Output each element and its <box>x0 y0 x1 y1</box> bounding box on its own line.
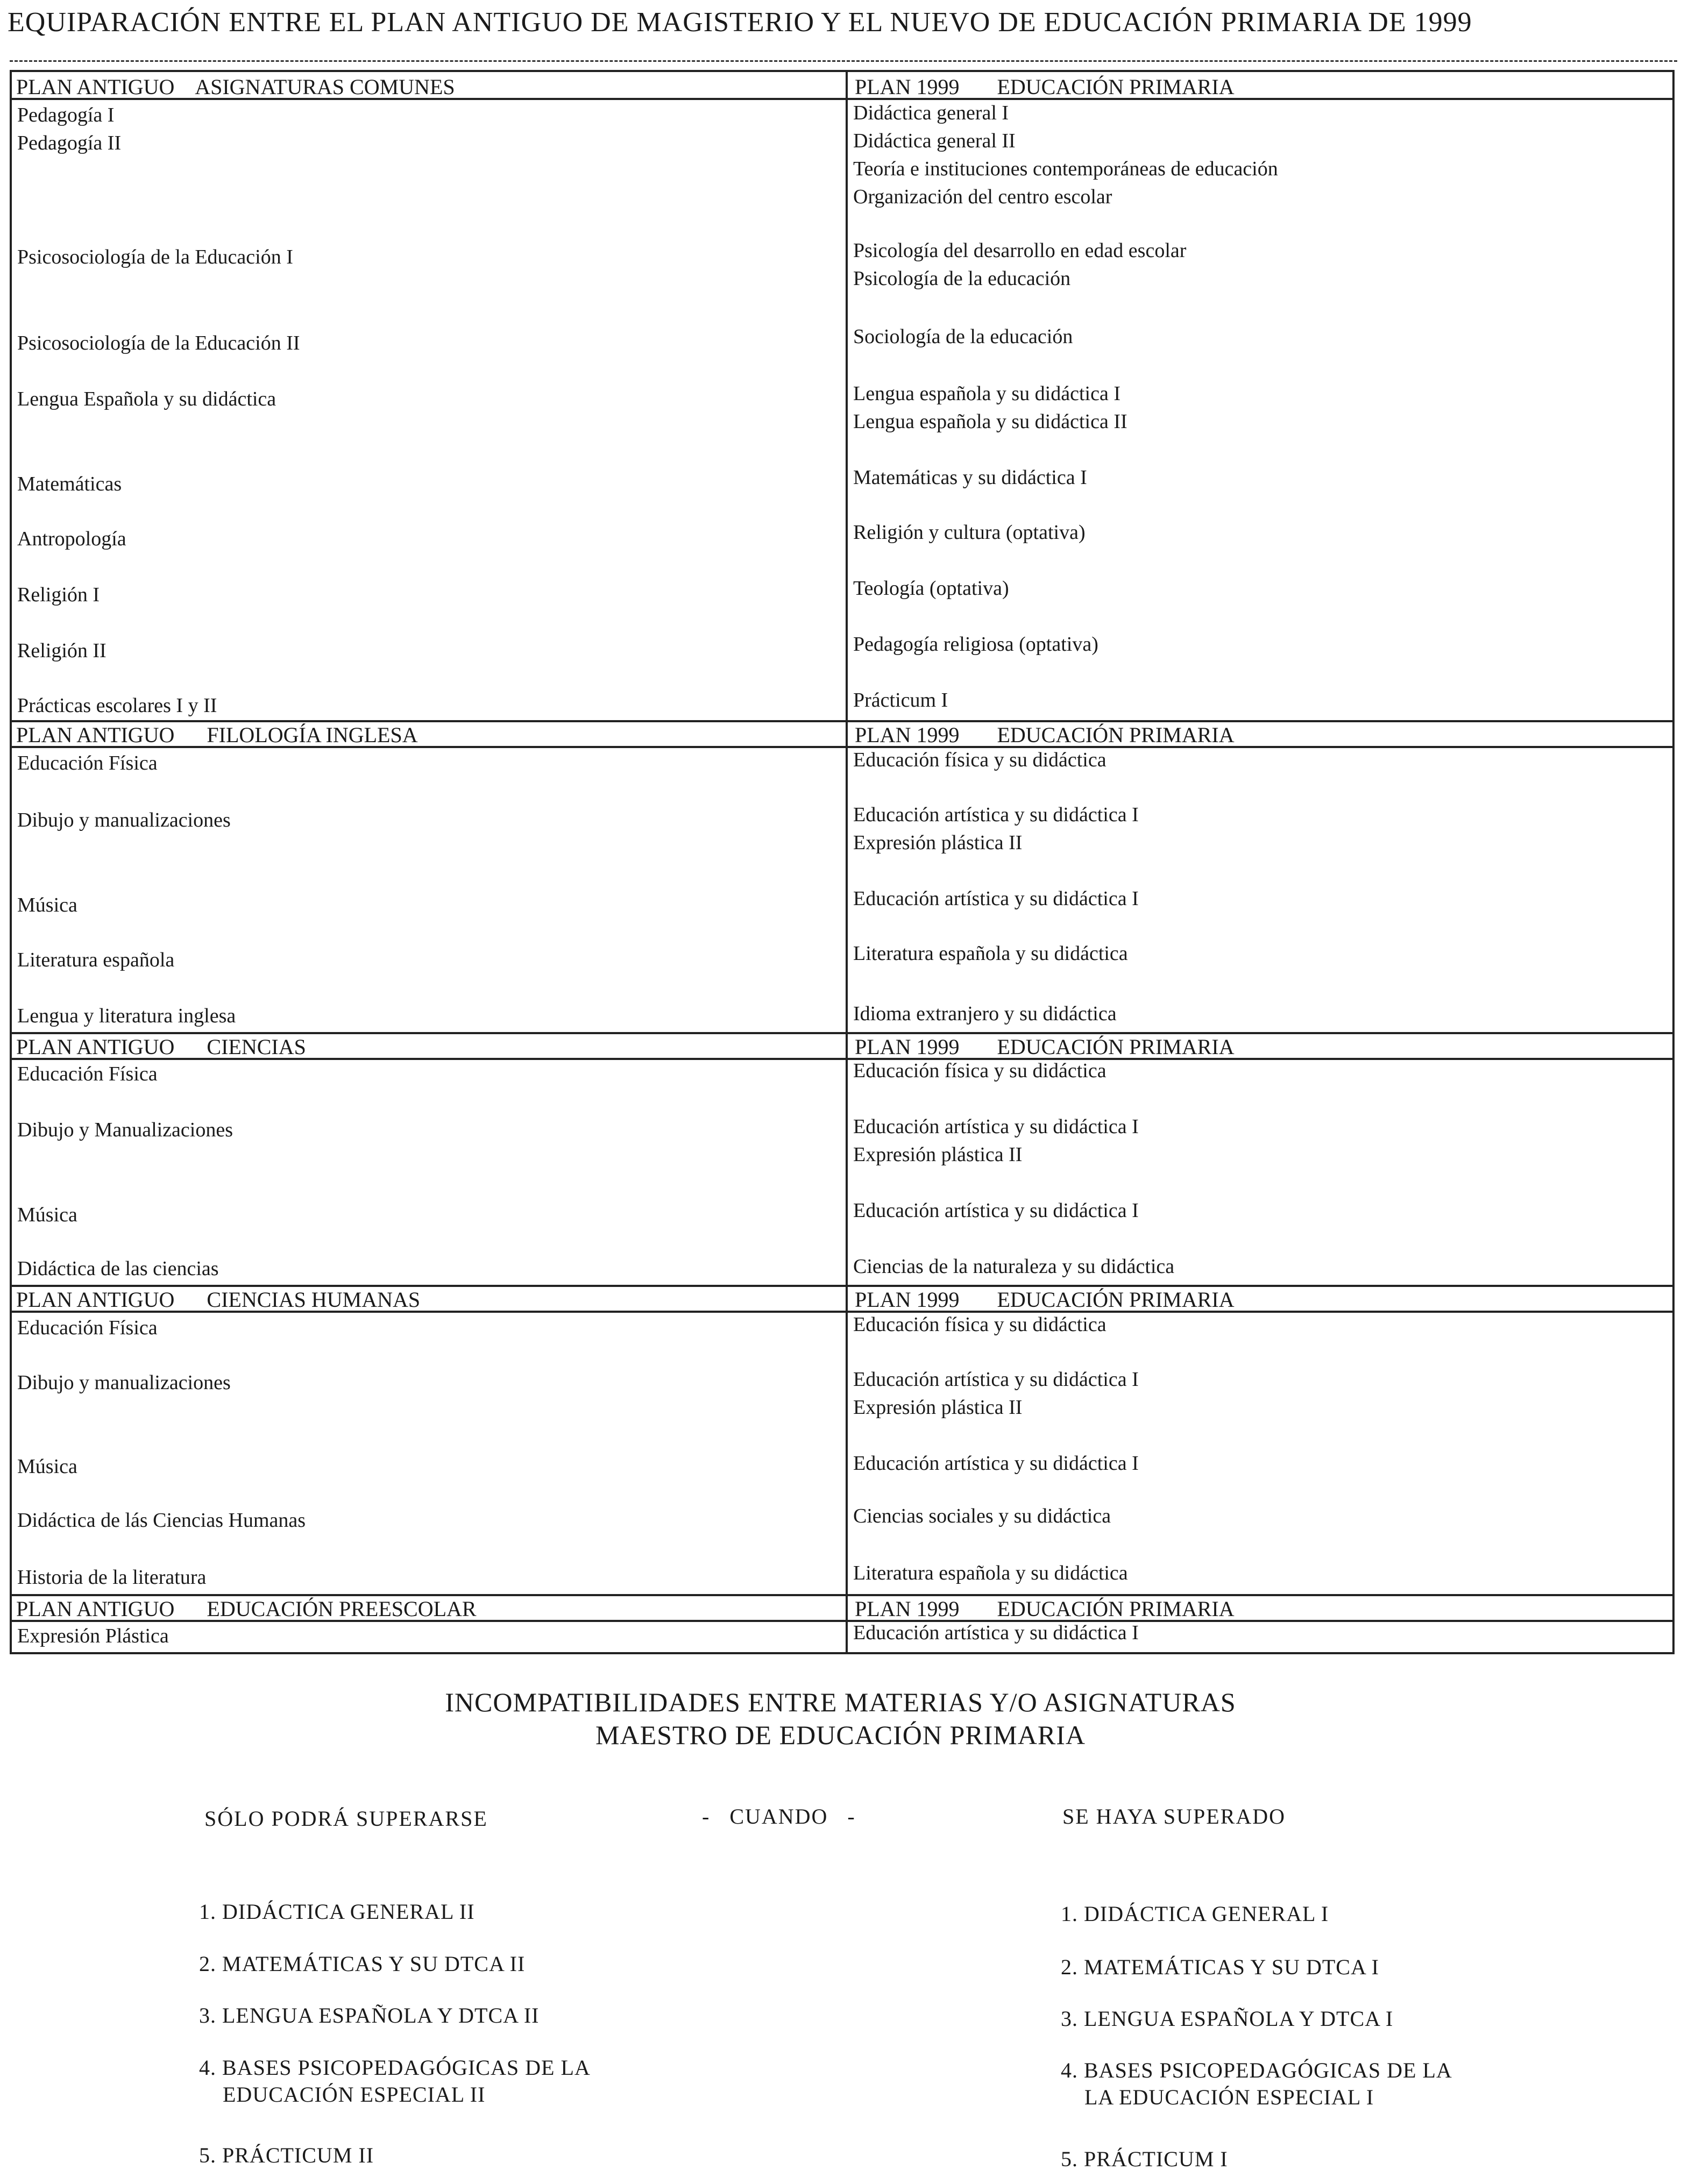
header-plan-antiguo: PLAN ANTIGUO ASIGNATURAS COMUNES <box>16 75 455 99</box>
prerequisite-right-item: 1. DIDÁCTICA GENERAL I <box>1061 1902 1329 1926</box>
old-subject: Dibujo y manualizaciones <box>17 1371 231 1394</box>
new-subject: Expresión plástica II <box>853 831 1023 854</box>
new-subject: Didáctica general I <box>853 102 1009 124</box>
section-asignaturas-comunes <box>12 72 1672 720</box>
header-plan-1999: PLAN 1999 EDUCACIÓN PRIMARIA <box>855 1287 1235 1312</box>
section-header <box>12 720 1672 748</box>
old-subject: Música <box>17 894 77 916</box>
new-subject: Teología (optativa) <box>853 577 1009 600</box>
new-subject: Matemáticas y su didáctica I <box>853 466 1087 489</box>
column-divider <box>846 72 848 720</box>
section-ciencias-humanas <box>12 1285 1672 1594</box>
new-subject: Educación artística y su didáctica I <box>853 803 1139 826</box>
section-educacion-preescolar <box>12 1594 1672 1652</box>
new-subject: Psicología de la educación <box>853 267 1071 290</box>
new-subject: Teoría e instituciones contemporáneas de educación <box>853 158 1278 180</box>
section-ciencias <box>12 1032 1672 1285</box>
header-plan-antiguo: PLAN ANTIGUO CIENCIAS <box>16 1035 306 1059</box>
old-subject: Pedagogía I <box>17 104 115 126</box>
incompatibilities-subtitle: MAESTRO DE EDUCACIÓN PRIMARIA <box>595 1720 1086 1750</box>
prerequisite-right-item: 5. PRÁCTICUM I <box>1061 2147 1228 2171</box>
section-filologia-inglesa <box>12 720 1672 1032</box>
new-subject: Ciencias de la naturaleza y su didáctica <box>853 1255 1175 1278</box>
top-dashed-rule <box>10 60 1677 62</box>
old-subject: Didáctica de las ciencias <box>17 1257 219 1280</box>
new-subject: Educación artística y su didáctica I <box>853 1452 1139 1475</box>
new-subject: Organización del centro escolar <box>853 186 1112 208</box>
old-subject: Dibujo y Manualizaciones <box>17 1119 233 1141</box>
section-header <box>12 1032 1672 1060</box>
new-subject: Didáctica general II <box>853 130 1016 152</box>
column-divider <box>846 1032 848 1285</box>
old-subject: Expresión Plástica <box>17 1625 169 1647</box>
prerequisite-left-item: 4. BASES PSICOPEDAGÓGICAS DE LA EDUCACIÓN ESPECIAL II <box>199 2055 591 2107</box>
old-subject: Dibujo y manualizaciones <box>17 809 231 831</box>
page-title: EQUIPARACIÓN ENTRE EL PLAN ANTIGUO DE MAGISTERIO Y EL NUEVO DE EDUCACIÓN PRIMARIA DE 1999 <box>8 7 1472 38</box>
old-subject: Música <box>17 1204 77 1226</box>
new-subject: Educación física y su didáctica <box>853 749 1107 771</box>
new-subject: Prácticum I <box>853 689 948 712</box>
old-subject: Literatura española <box>17 949 175 971</box>
old-subject: Educación Física <box>17 752 158 774</box>
old-subject: Religión II <box>17 639 107 662</box>
new-subject: Lengua española y su didáctica I <box>853 382 1120 405</box>
new-subject: Pedagogía religiosa (optativa) <box>853 633 1098 656</box>
equivalence-table <box>10 70 1675 1654</box>
old-subject: Religión I <box>17 584 100 606</box>
prerequisite-right-item: 3. LENGUA ESPAÑOLA Y DTCA I <box>1061 2007 1394 2031</box>
old-subject: Historia de la literatura <box>17 1566 207 1589</box>
header-plan-antiguo: PLAN ANTIGUO EDUCACIÓN PREESCOLAR <box>16 1597 477 1621</box>
old-subject: Prácticas escolares I y II <box>17 694 217 717</box>
new-subject: Educación artística y su didáctica I <box>853 1199 1139 1222</box>
new-subject: Psicología del desarrollo en edad escolar <box>853 239 1187 262</box>
old-subject: Lengua Española y su didáctica <box>17 388 276 410</box>
new-subject: Ciencias sociales y su didáctica <box>853 1505 1111 1527</box>
old-subject: Educación Física <box>17 1063 158 1085</box>
new-subject: Idioma extranjero y su didáctica <box>853 1002 1117 1025</box>
old-subject: Pedagogía II <box>17 132 122 154</box>
prerequisite-right-item: 4. BASES PSICOPEDAGÓGICAS DE LA LA EDUCACIÓN ESPECIAL I <box>1061 2058 1452 2109</box>
section-header <box>12 72 1672 100</box>
old-subject: Psicosociología de la Educación II <box>17 332 300 354</box>
column-divider <box>846 1285 848 1594</box>
old-subject: Didáctica de lás Ciencias Humanas <box>17 1509 306 1532</box>
new-subject: Educación física y su didáctica <box>853 1313 1107 1336</box>
prerequisite-left-item: 3. LENGUA ESPAÑOLA Y DTCA II <box>199 2003 540 2028</box>
old-subject: Lengua y literatura inglesa <box>17 1005 236 1027</box>
column-header-right: SE HAYA SUPERADO <box>1062 1804 1286 1829</box>
column-header-middle: - CUANDO - <box>702 1804 856 1829</box>
prerequisite-left-item: 1. DIDÁCTICA GENERAL II <box>199 1900 475 1924</box>
prerequisite-right-item: 2. MATEMÁTICAS Y SU DTCA I <box>1061 1955 1379 1979</box>
section-header <box>12 1285 1672 1313</box>
header-plan-antiguo: PLAN ANTIGUO FILOLOGÍA INGLESA <box>16 723 418 747</box>
old-subject: Educación Física <box>17 1317 158 1339</box>
new-subject: Literatura española y su didáctica <box>853 942 1128 965</box>
old-subject: Antropología <box>17 528 126 550</box>
new-subject: Educación física y su didáctica <box>853 1059 1107 1082</box>
new-subject: Sociología de la educación <box>853 325 1073 348</box>
column-header-left: SÓLO PODRÁ SUPERARSE <box>204 1806 488 1831</box>
new-subject: Literatura española y su didáctica <box>853 1562 1128 1584</box>
new-subject: Educación artística y su didáctica I <box>853 1115 1139 1138</box>
header-plan-antiguo: PLAN ANTIGUO CIENCIAS HUMANAS <box>16 1287 421 1312</box>
new-subject: Educación artística y su didáctica I <box>853 1368 1139 1391</box>
new-subject: Educación artística y su didáctica I <box>853 887 1139 910</box>
section-header <box>12 1594 1672 1622</box>
incompatibilities-title: INCOMPATIBILIDADES ENTRE MATERIAS Y/O ASIGNATURAS <box>445 1687 1236 1717</box>
prerequisite-left-item: 2. MATEMÁTICAS Y SU DTCA II <box>199 1952 526 1976</box>
header-plan-1999: PLAN 1999 EDUCACIÓN PRIMARIA <box>855 723 1235 747</box>
new-subject: Educación artística y su didáctica I <box>853 1621 1139 1644</box>
header-plan-1999: PLAN 1999 EDUCACIÓN PRIMARIA <box>855 1035 1235 1059</box>
new-subject: Expresión plástica II <box>853 1396 1023 1419</box>
prerequisite-left-item: 5. PRÁCTICUM II <box>199 2143 374 2167</box>
old-subject: Matemáticas <box>17 473 122 495</box>
new-subject: Expresión plástica II <box>853 1143 1023 1166</box>
header-plan-1999: PLAN 1999 EDUCACIÓN PRIMARIA <box>855 1597 1235 1621</box>
new-subject: Lengua española y su didáctica II <box>853 410 1127 433</box>
header-plan-1999: PLAN 1999 EDUCACIÓN PRIMARIA <box>855 75 1235 99</box>
new-subject: Religión y cultura (optativa) <box>853 521 1086 544</box>
old-subject: Psicosociología de la Educación I <box>17 246 293 268</box>
column-divider <box>846 720 848 1032</box>
old-subject: Música <box>17 1455 77 1478</box>
